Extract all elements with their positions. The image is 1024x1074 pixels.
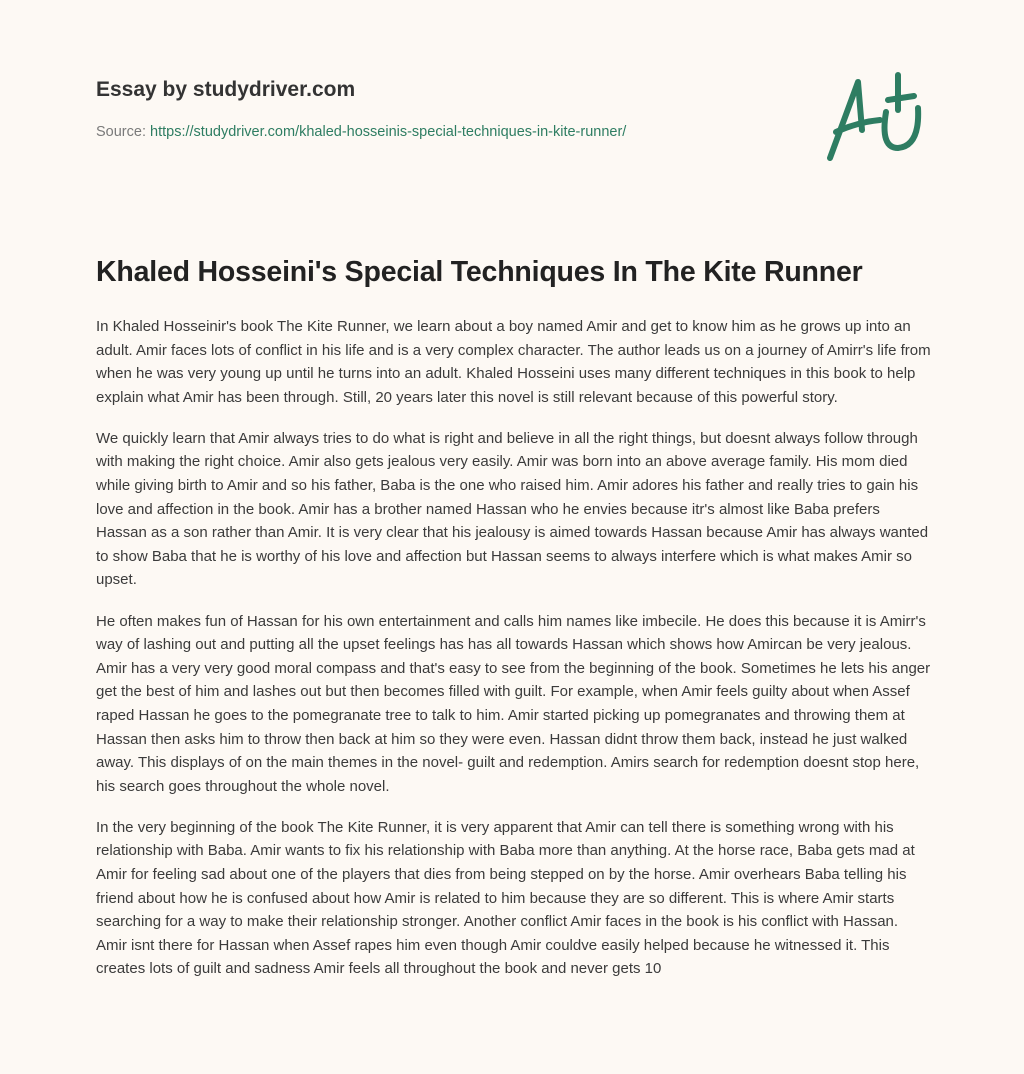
page-title: Khaled Hosseini's Special Techniques In The Kite Runner: [96, 256, 863, 288]
a-plus-logo-icon: [818, 70, 928, 170]
paragraph: We quickly learn that Amir always tries to do what is right and believe in all the right things, but doesnt always follow through with making the right choice. Amir also gets jealous very easily. Amir was born into an above average family. His mom died while giving birth to Amir and so his father, Baba is the one who raised him. Amir adores his father and really tries to gain his love and affection in the book. Amir has a brother named Hassan who he envies because itr's almost like Baba prefers Hassan as a son rather than Amir. It is very clear that his jealousy is aimed towards Hassan because Amir has always wanted to show Baba that he is worthy of his love and affection but Hassan seems to always interfere which is what makes Amir so upset.: [96, 429, 929, 589]
article-body: [96, 315, 932, 998]
paragraph: He often makes fun of Hassan for his own entertainment and calls him names like imbecile. He does this because it is Amirr's way of lashing out and putting all the upset feelings has has all towards Hassan which shows how Amircan be very jealous. Amir has a very very good moral compass and that's easy to see from the beginning of the book. Sometimes he lets his anger get the best of him and lashes out but then becomes filled with guilt. For example, when Amir feels guilty about when Assef raped Hassan he goes to the pomegranate tree to talk to him. Amir started picking up pomegranates and throwing them at Hassan then asks him to throw then back at him so they were even. Hassan didnt throw them back, instead he just walked away. This displays of on the main themes in the novel- guilt and redemption. Amirs search for redemption doesnt stop here, his search goes throughout the whole novel.: [96, 612, 931, 795]
site-label: Essay by studydriver.com: [96, 78, 356, 101]
paragraph: In Khaled Hosseinir's book The Kite Runner, we learn about a boy named Amir and get to know him as he grows up into an adult. Amir faces lots of conflict in his life and is a very complex character. The author leads us on a journey of Amirr's life from when he was very young up until he turns into an adult. Khaled Hosseini uses many different techniques in this book to help explain what Amir has been through. Still, 20 years later this novel is still relevant because of this powerful story.: [96, 318, 931, 406]
source-label: Source:: [96, 124, 146, 140]
paragraph: In the very beginning of the book The Kite Runner, it is very apparent that Amir can tell there is something wrong with his relationship with Baba. Amir wants to fix his relationship with Baba more than anything. At the horse race, Baba gets mad at Amir for feeling sad about one of the players that dies from being stepped on by the horse. Amir overhears Baba telling his friend about how he is confused about how Amir is related to him because they are so different. This is where Amir starts searching for a way to make their relationship stronger. Another conflict Amir faces in the book is his conflict with Hassan. Amir isnt there for Hassan when Assef rapes him even though Amir couldve easily helped because he witnessed it. This creates lots of guilt and sadness Amir feels all throughout the book and never gets 10: [96, 818, 915, 978]
source-line: [96, 124, 626, 140]
source-link[interactable]: https://studydriver.com/khaled-hosseinis-special-techniques-in-kite-runner/: [150, 124, 627, 140]
